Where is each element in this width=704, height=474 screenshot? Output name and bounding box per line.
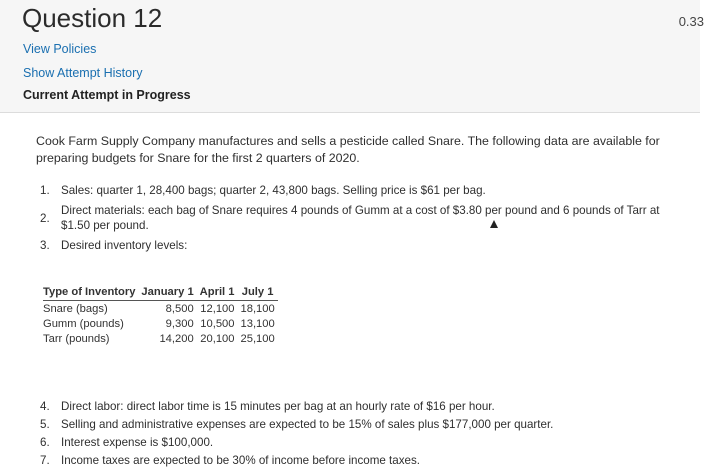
table-cell: 13,100: [240, 318, 275, 330]
list-item-number: 3.: [40, 239, 50, 252]
attempt-status: Current Attempt in Progress: [23, 88, 191, 102]
table-cell: Tarr (pounds): [43, 333, 110, 345]
list-item-text: Income taxes are expected to be 30% of income before income taxes.: [61, 454, 420, 467]
table-cell: 8,500: [165, 303, 194, 315]
table-row: [43, 316, 278, 331]
table-cell: 9,300: [165, 318, 194, 330]
list-item-text: Desired inventory levels:: [61, 239, 188, 252]
column-header: July 1: [238, 286, 278, 301]
table-cell: Snare (bags): [43, 303, 108, 315]
list-item: [40, 238, 680, 253]
table-cell: 10,500: [200, 318, 235, 330]
mouse-cursor-icon: [490, 220, 498, 228]
list-item-number: 2.: [40, 212, 50, 225]
table-cell: 18,100: [240, 303, 275, 315]
table-cell: 25,100: [240, 333, 275, 345]
list-item: [40, 399, 680, 414]
table-cell: 12,100: [200, 303, 235, 315]
table-cell: 20,100: [200, 333, 235, 345]
table-row: [43, 301, 278, 317]
list-item-number: 1.: [40, 184, 50, 197]
list-item: [40, 183, 680, 198]
list-item: [40, 435, 680, 450]
problem-intro: Cook Farm Supply Company manufactures and sells a pesticide called Snare. The following data are available for preparing budgets for Snare for the first 2 quarters of 2020.: [36, 134, 660, 165]
list-item-number: 5.: [40, 418, 50, 431]
list-item-number: 6.: [40, 436, 50, 449]
list-item-text: Direct labor: direct labor time is 15 minutes per bag at an hourly rate of $16 per hour.: [61, 400, 495, 413]
data-list-top: [40, 183, 680, 253]
list-item: [40, 417, 680, 432]
data-list-bottom: [40, 399, 680, 471]
list-item-text: Interest expense is $100,000.: [61, 436, 214, 449]
show-attempt-history-link[interactable]: Show Attempt History: [23, 66, 143, 80]
list-item-number: 7.: [40, 454, 50, 467]
list-item: [40, 203, 680, 233]
table-row: [43, 331, 278, 346]
column-header: January 1: [138, 286, 196, 301]
question-title: Question 12: [22, 3, 163, 33]
list-item: [40, 453, 680, 468]
question-points: 0.33: [678, 14, 704, 29]
list-item-text: Selling and administrative expenses are expected to be 15% of sales plus $177,000 per quarter.: [61, 418, 554, 431]
list-item-text: Sales: quarter 1, 28,400 bags; quarter 2, 43,800 bags. Selling price is $61 per bag.: [61, 184, 486, 197]
inventory-table: [43, 286, 278, 346]
column-header: Type of Inventory: [43, 286, 138, 301]
list-item-number: 4.: [40, 400, 50, 413]
question-header: [0, 0, 704, 113]
table-header-row: [43, 286, 278, 301]
view-policies-link[interactable]: View Policies: [23, 42, 97, 56]
table-cell: 14,200: [159, 333, 194, 345]
table-cell: Gumm (pounds): [43, 318, 124, 330]
column-header: April 1: [197, 286, 238, 301]
list-item-text: Direct materials: each bag of Snare requires 4 pounds of Gumm at a cost of $3.80 per pound and 6 pounds of Tarr at $1.50 per pound.: [61, 204, 660, 232]
